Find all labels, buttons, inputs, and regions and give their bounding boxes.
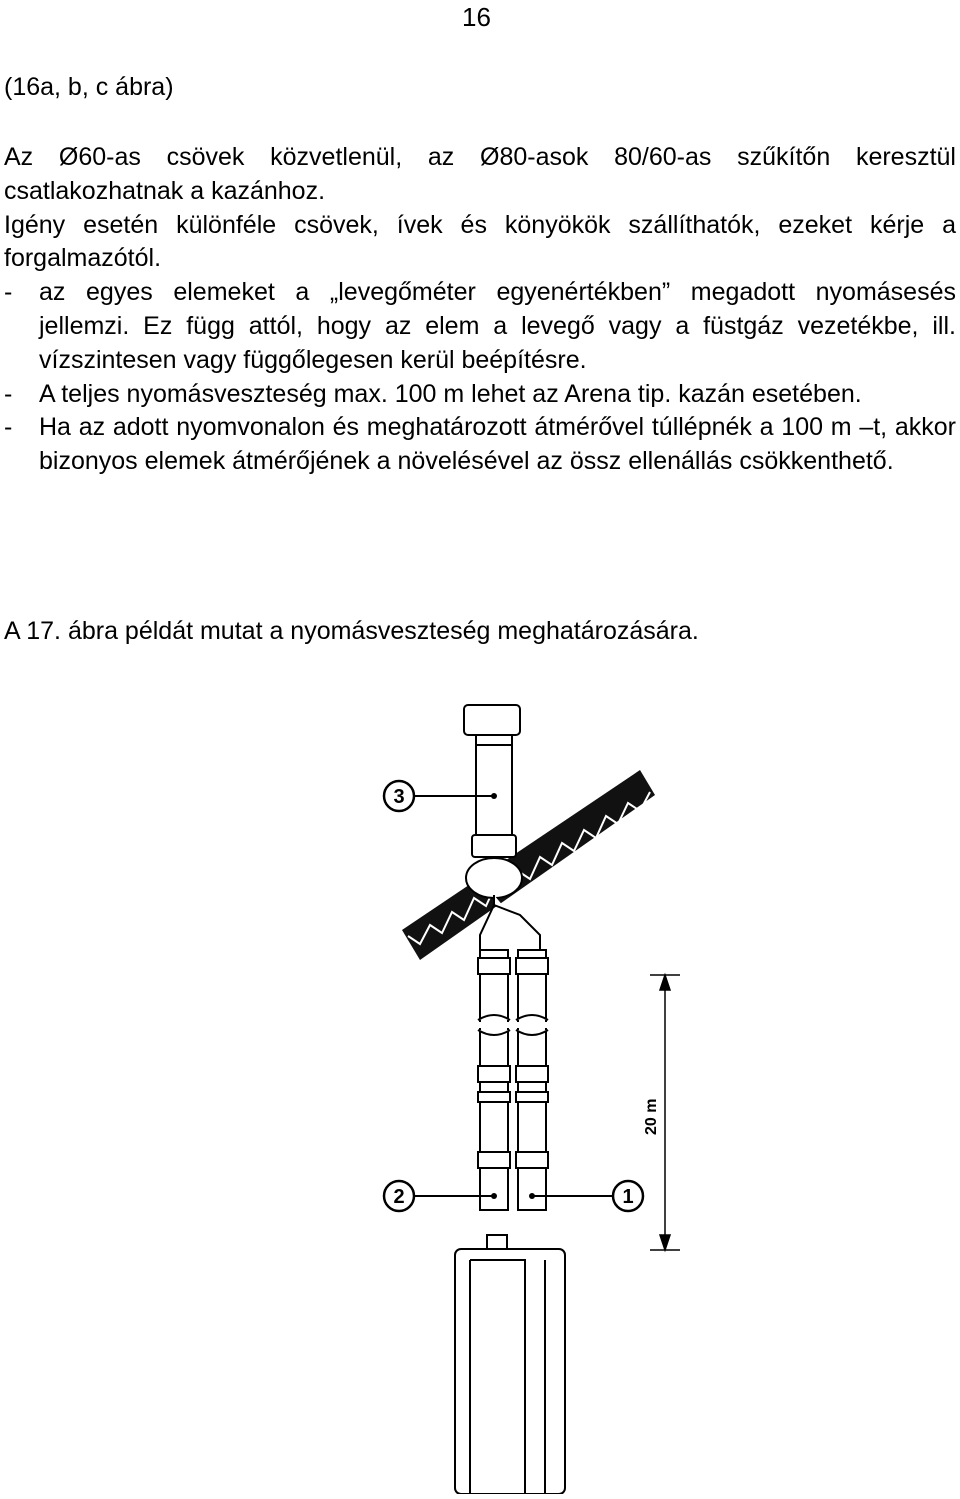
bullet-dash: - <box>4 278 13 307</box>
bullet-text: A teljes nyomásveszteség max. 100 m lehet az Arena tip. kazán esetében. <box>39 379 862 408</box>
paragraph-1: Az Ø60-as csövek közvetlenül, az Ø80-asok 80/60-as szűkítőn keresztül csatlakozhatnak a kazánhoz. <box>4 143 956 205</box>
bullet-item-3 <box>4 411 956 479</box>
callout-2-label: 2 <box>393 1186 405 1208</box>
bullet-text: az egyes elemeket a „levegőméter egyenértékben” megadott nyomásesés jellemzi. Ez függ attól, hogy az elem a levegő vagy a füstgáz vezetékbe, ill. vízszintesen vagy függőlegesen kerül beépítésre. <box>39 278 956 374</box>
flue-installation-figure <box>0 690 960 1494</box>
bullet-item-2 <box>4 378 956 412</box>
paragraph-2: Igény esetén különféle csövek, ívek és könyökök szállíthatók, ezeket kérje a forgalmazótól. <box>4 210 956 273</box>
bullet-item-1 <box>4 276 956 377</box>
dimension-label: 20 m <box>643 1098 660 1135</box>
page-number: 16 <box>462 2 491 32</box>
body-text <box>4 141 956 479</box>
callout-3-label: 3 <box>393 786 405 808</box>
callout-1-label: 1 <box>622 1186 634 1208</box>
bullet-dash: - <box>4 413 13 442</box>
boiler-unit <box>455 1235 565 1494</box>
closing-sentence: A 17. ábra példát mutat a nyomásveszteség meghatározására. <box>4 617 699 645</box>
bullet-dash: - <box>4 379 13 408</box>
figure-caption: (16a, b, c ábra) <box>4 73 174 101</box>
bullet-text: Ha az adott nyomvonalon és meghatározott átmérővel túllépnék a 100 m –t, akkor bizonyos elemek átmérőjének a növelésével az össz ellenállás csökkenthető. <box>39 413 956 476</box>
vertical-pipes <box>478 950 548 1210</box>
